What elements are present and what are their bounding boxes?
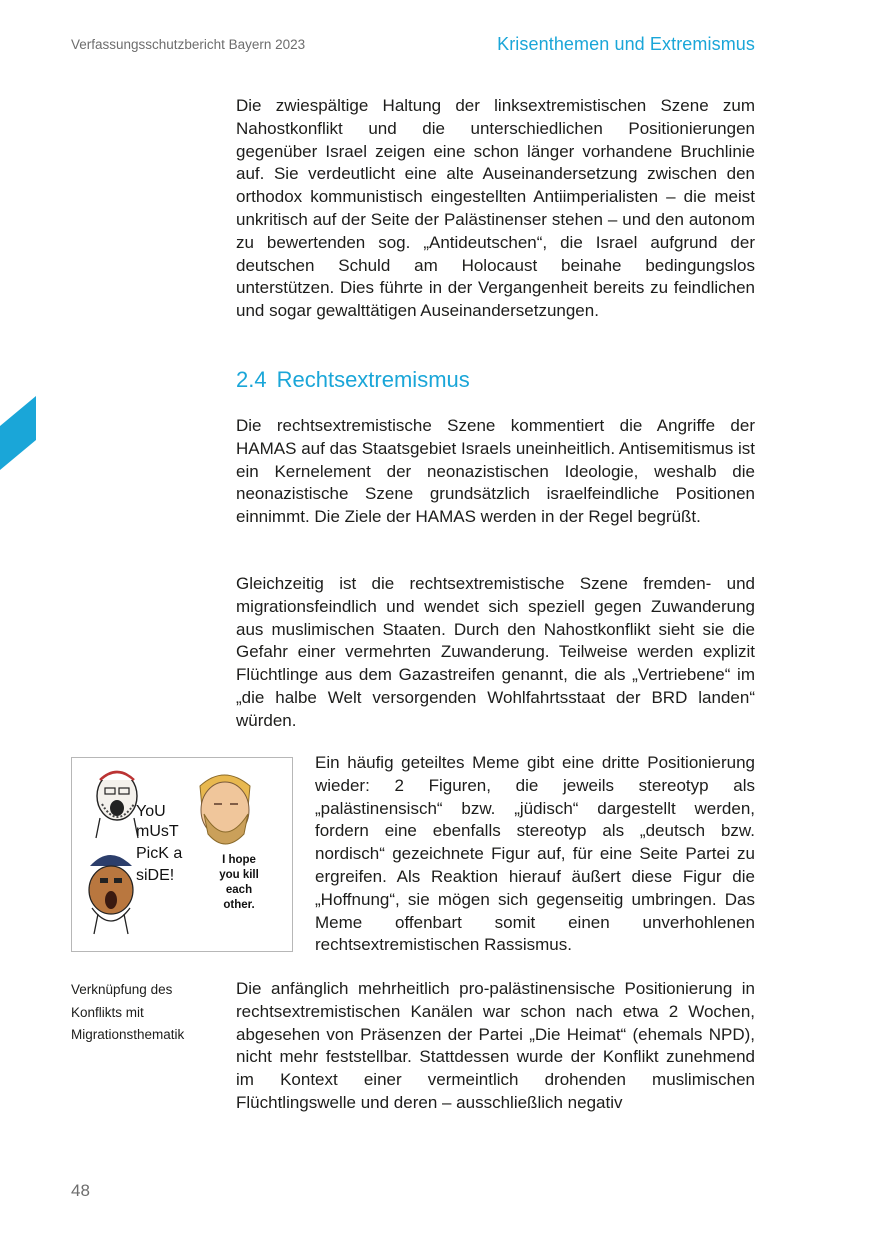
margin-note — [71, 979, 221, 1047]
margin-note-line: Konflikts mit — [71, 1004, 144, 1020]
paragraph-meme-description: Ein häufig geteiltes Meme gibt eine dritte Positionierung wieder: 2 Figuren, die jeweils stereotyp als „palästinensisch“ bzw. „jüdisch“ dargestellt werden, fordern eine ebenfalls stereotyp als „deutsch bzw. nordisch“ gezeichnete Figur auf, für eine Seite Partei zu ergreifen. Als Reaktion hierauf äußert diese Figur die „Hoffnung“, sie mögen sich gegenseitig umbringen. Das Meme offenbart somit einen unverhohlenen rechtsextremistischen Rassismus. — [315, 753, 755, 955]
paragraph-rechtsextremismus-2: Gleichzeitig ist die rechtsextremistische Szene fremden- und migrationsfeindlich und wendet sich speziell gegen Zuwanderung aus muslimischen Staaten. Durch den Nahostkonflikt sieht sie die Gefahr einer vermehrten Zuwanderung. Teilweise werden explizit Flüchtlinge aus dem Gazastreifen genannt, die als „Vertriebene“ im „die halbe Welt versorgenden Wohlfahrtsstaat der BRD landen“ würden. — [236, 574, 755, 730]
meme-left-caption-line: mUsT — [136, 823, 179, 840]
meme-figure-left-bottom — [89, 855, 133, 934]
meme-left-caption-line: YoU — [136, 803, 166, 820]
running-header-left: Verfassungsschutzbericht Bayern 2023 — [71, 37, 306, 52]
meme-left-caption-line: PicK a — [136, 845, 183, 862]
meme-right-caption-line: other. — [223, 899, 255, 911]
meme-image — [71, 757, 293, 952]
meme-figure-right — [200, 775, 250, 844]
meme-right-caption-line: I hope — [222, 854, 256, 866]
meme-right-caption-line: each — [225, 884, 253, 896]
paragraph-intro: Die zwiespältige Haltung der linksextremistischen Szene zum Nahostkonflikt und die unterschiedlichen Positionierungen gegenüber Israel zeigen eine schon länger vorhandene Bruchlinie auf. Sie verdeutlicht eine alte Auseinandersetzung zwischen den orthodox kommunistisch eingestellten Antiimperialisten – die meist unkritisch auf der Seite der Palästinenser stehen – und den autonom zu bewertenden sog. „Antideutschen“, die Israel aufgrund der deutschen Schuld am Holocaust beinahe bedingungslos unterstützen. Dies führte in der Vergangenheit bereits zu feindlichen und sogar gewalttätigen Auseinandersetzungen. — [236, 96, 755, 321]
margin-note-line: Verknüpfung des — [71, 982, 173, 997]
section-heading — [236, 367, 470, 393]
paragraph-migration: Die anfänglich mehrheitlich pro-palästinensische Positionierung in rechtsextremistischen Kanälen war schon nach etwa 2 Wochen, abgesehen von Präsenzen der Partei „Die Heimat“ (ehemals NPD), nicht mehr feststellbar. Stattdessen wurde der Konflikt zunehmend im Kontext einer vermeintlich drohenden muslimischen Flüchtlingswelle und deren – ausschließlich negativ — [236, 979, 755, 1112]
page-number: 48 — [71, 1181, 90, 1200]
meme-right-caption-line: you kill — [219, 869, 259, 881]
meme-left-caption-line: siDE! — [136, 867, 175, 884]
meme-figure-left-top — [96, 772, 138, 838]
margin-note-line: Migrationsthematik — [71, 1027, 185, 1042]
paragraph-rechtsextremismus-1: Die rechtsextremistische Szene kommentiert die Angriffe der HAMAS auf das Staatsgebiet Israels uneinheitlich. Antisemitismus ist ein Kernelement der neonazistischen Ideologie, weshalb die neonazistische Szene grundsätzlich israelfeindliche Positionen einnimmt. Die Ziele der HAMAS werden in der Regel begrüßt. — [236, 416, 755, 527]
running-header-right: Krisenthemen und Extremismus — [497, 34, 755, 54]
section-title: Rechtsextremismus — [276, 367, 470, 392]
section-number: 2.4 — [236, 367, 267, 392]
chapter-accent-tab — [0, 396, 36, 470]
